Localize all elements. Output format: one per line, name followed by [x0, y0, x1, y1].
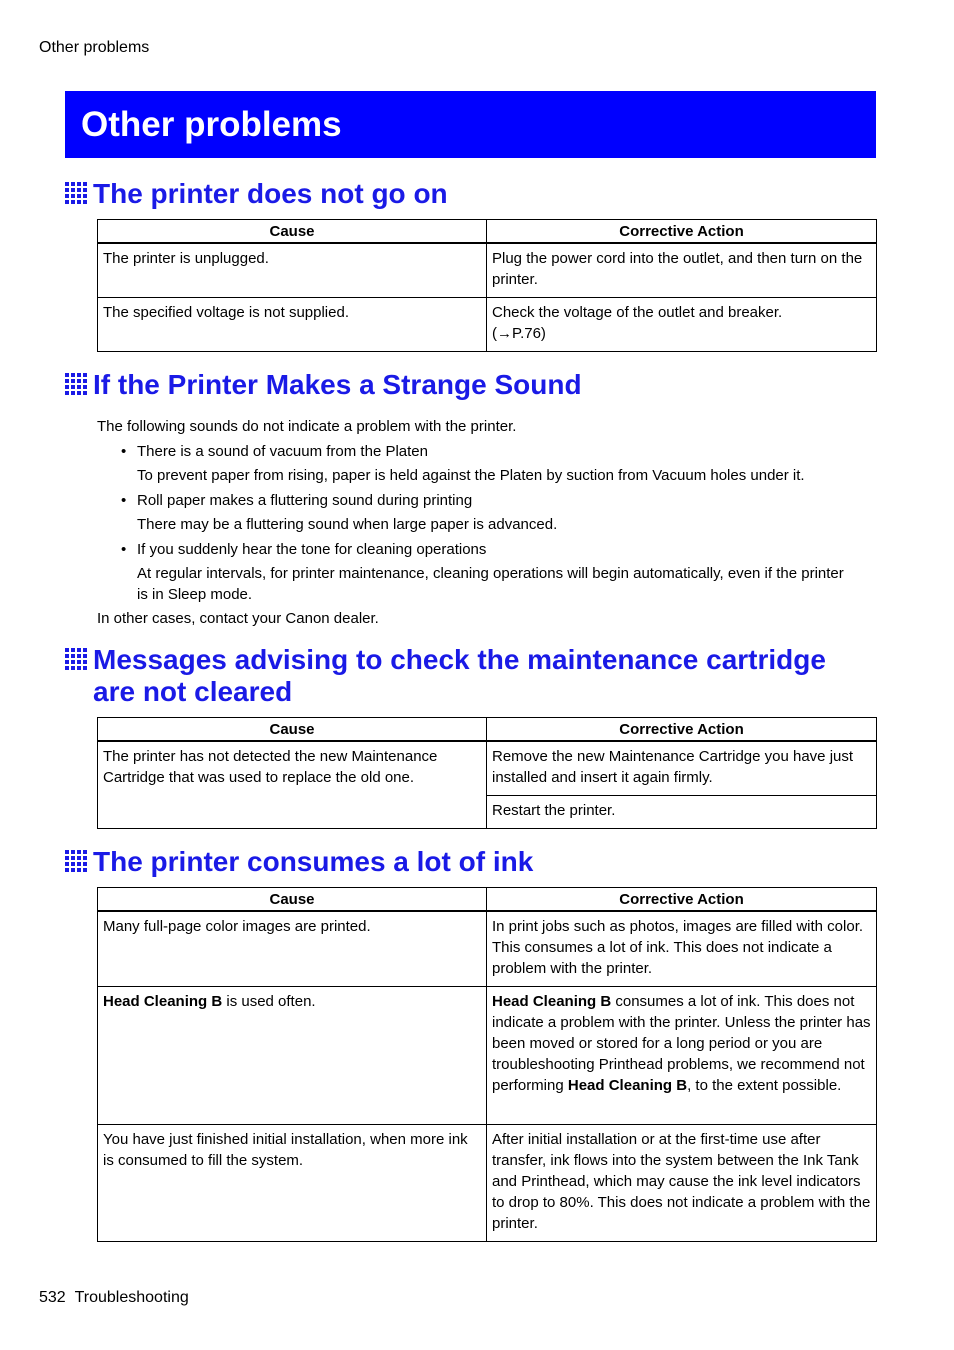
column-header-action: Corrective Action — [487, 718, 877, 742]
list-item-head: Roll paper makes a fluttering sound during printing — [137, 492, 473, 509]
intro-text: The following sounds do not indicate a problem with the printer. — [97, 418, 517, 435]
grid-icon — [65, 373, 87, 395]
bullet-icon: • — [121, 492, 127, 509]
section-title: If the Printer Makes a Strange Sound — [93, 369, 582, 400]
section-title: The printer consumes a lot of ink — [93, 846, 534, 877]
table-row — [98, 741, 877, 796]
section-title-line: are not cleared — [93, 676, 293, 707]
running-head: Other problems — [39, 39, 150, 56]
cause-cell — [98, 987, 487, 1125]
table-ink-consumption — [97, 887, 877, 1242]
column-header-cause: Cause — [98, 220, 487, 244]
list-item-body: To prevent paper from rising, paper is held against the Platen by suction from Vacuum holes under it. — [137, 467, 805, 484]
column-header-cause: Cause — [98, 888, 487, 912]
page-reference-link[interactable]: (→P.76) — [492, 325, 546, 342]
page-number: 532 — [39, 1289, 66, 1306]
grid-icon — [65, 648, 87, 670]
bold-term: Head Cleaning B — [492, 993, 612, 1010]
bullet-icon: • — [121, 443, 127, 460]
column-header-action: Corrective Action — [487, 220, 877, 244]
action-text: consumes a lot of ink. This does not indicate a problem with the printer. Unless the printer has been moved or stored for a long period or you are troubleshooting Printhead problems, we recommend not performing — [492, 993, 871, 1094]
cause-text: is used often. — [222, 993, 316, 1010]
chapter-banner — [65, 91, 876, 158]
chapter-title: Other problems — [81, 105, 342, 144]
action-text: , to the extent possible. — [687, 1077, 842, 1094]
column-header-action: Corrective Action — [487, 888, 877, 912]
list-item-body: At regular intervals, for printer maintenance, cleaning operations will begin automatically, even if the printer is in Sleep mode. — [137, 565, 844, 603]
list-item-head: There is a sound of vacuum from the Platen — [137, 443, 428, 460]
section-title-line: Messages advising to check the maintenance cartridge — [93, 644, 826, 675]
table-row — [98, 1125, 877, 1242]
list-item-head: If you suddenly hear the tone for cleaning operations — [137, 541, 487, 558]
action-cell: Plug the power cord into the outlet, and then turn on the printer. — [487, 243, 877, 298]
page-footer — [39, 1287, 189, 1308]
action-cell: Remove the new Maintenance Cartridge you have just installed and insert it again firmly. — [487, 741, 877, 796]
table-header-row — [98, 888, 877, 912]
grid-icon — [65, 182, 87, 204]
section-title — [93, 644, 826, 708]
cause-cell: Many full-page color images are printed. — [98, 911, 487, 987]
bullet-icon: • — [121, 541, 127, 558]
section-heading-strange-sound — [65, 369, 582, 401]
table-row — [98, 911, 877, 987]
column-header-cause: Cause — [98, 718, 487, 742]
action-cell: In print jobs such as photos, images are filled with color. This consumes a lot of ink. This does not indicate a problem with the printer. — [487, 911, 877, 987]
bold-term: Head Cleaning B — [103, 993, 223, 1010]
action-cell: After initial installation or at the first-time use after transfer, ink flows into the system between the Ink Tank and Printhead, which may cause the ink level indicators to drop to 80%. This does not indicate a problem with the printer. — [487, 1125, 877, 1242]
bold-term: Head Cleaning B — [567, 1077, 688, 1094]
cause-cell: The specified voltage is not supplied. — [98, 298, 487, 352]
section-heading-printer-not-on — [65, 178, 448, 210]
table-row — [98, 298, 877, 352]
footer-section: Troubleshooting — [74, 1289, 189, 1306]
section-heading-maintenance-cartridge — [65, 644, 826, 708]
action-cell: Restart the printer. — [487, 796, 877, 829]
section-title: The printer does not go on — [93, 178, 448, 209]
list-item-body: There may be a fluttering sound when large paper is advanced. — [137, 516, 558, 533]
section-heading-ink-consumption — [65, 846, 533, 878]
table-printer-not-on — [97, 219, 877, 352]
action-cell — [487, 987, 877, 1125]
cause-cell: You have just finished initial installation, when more ink is consumed to fill the system. — [98, 1125, 487, 1242]
grid-icon — [65, 850, 87, 872]
table-header-row — [98, 718, 877, 742]
outro-text: In other cases, contact your Canon dealer. — [97, 610, 379, 627]
action-cell — [487, 298, 877, 352]
table-header-row — [98, 220, 877, 244]
table-maintenance-cartridge — [97, 717, 877, 829]
cause-cell: The printer is unplugged. — [98, 243, 487, 298]
action-text: Check the voltage of the outlet and breaker. — [492, 304, 783, 321]
table-row — [98, 243, 877, 298]
cause-cell: The printer has not detected the new Maintenance Cartridge that was used to replace the old one. — [98, 741, 487, 829]
table-row — [98, 987, 877, 1125]
